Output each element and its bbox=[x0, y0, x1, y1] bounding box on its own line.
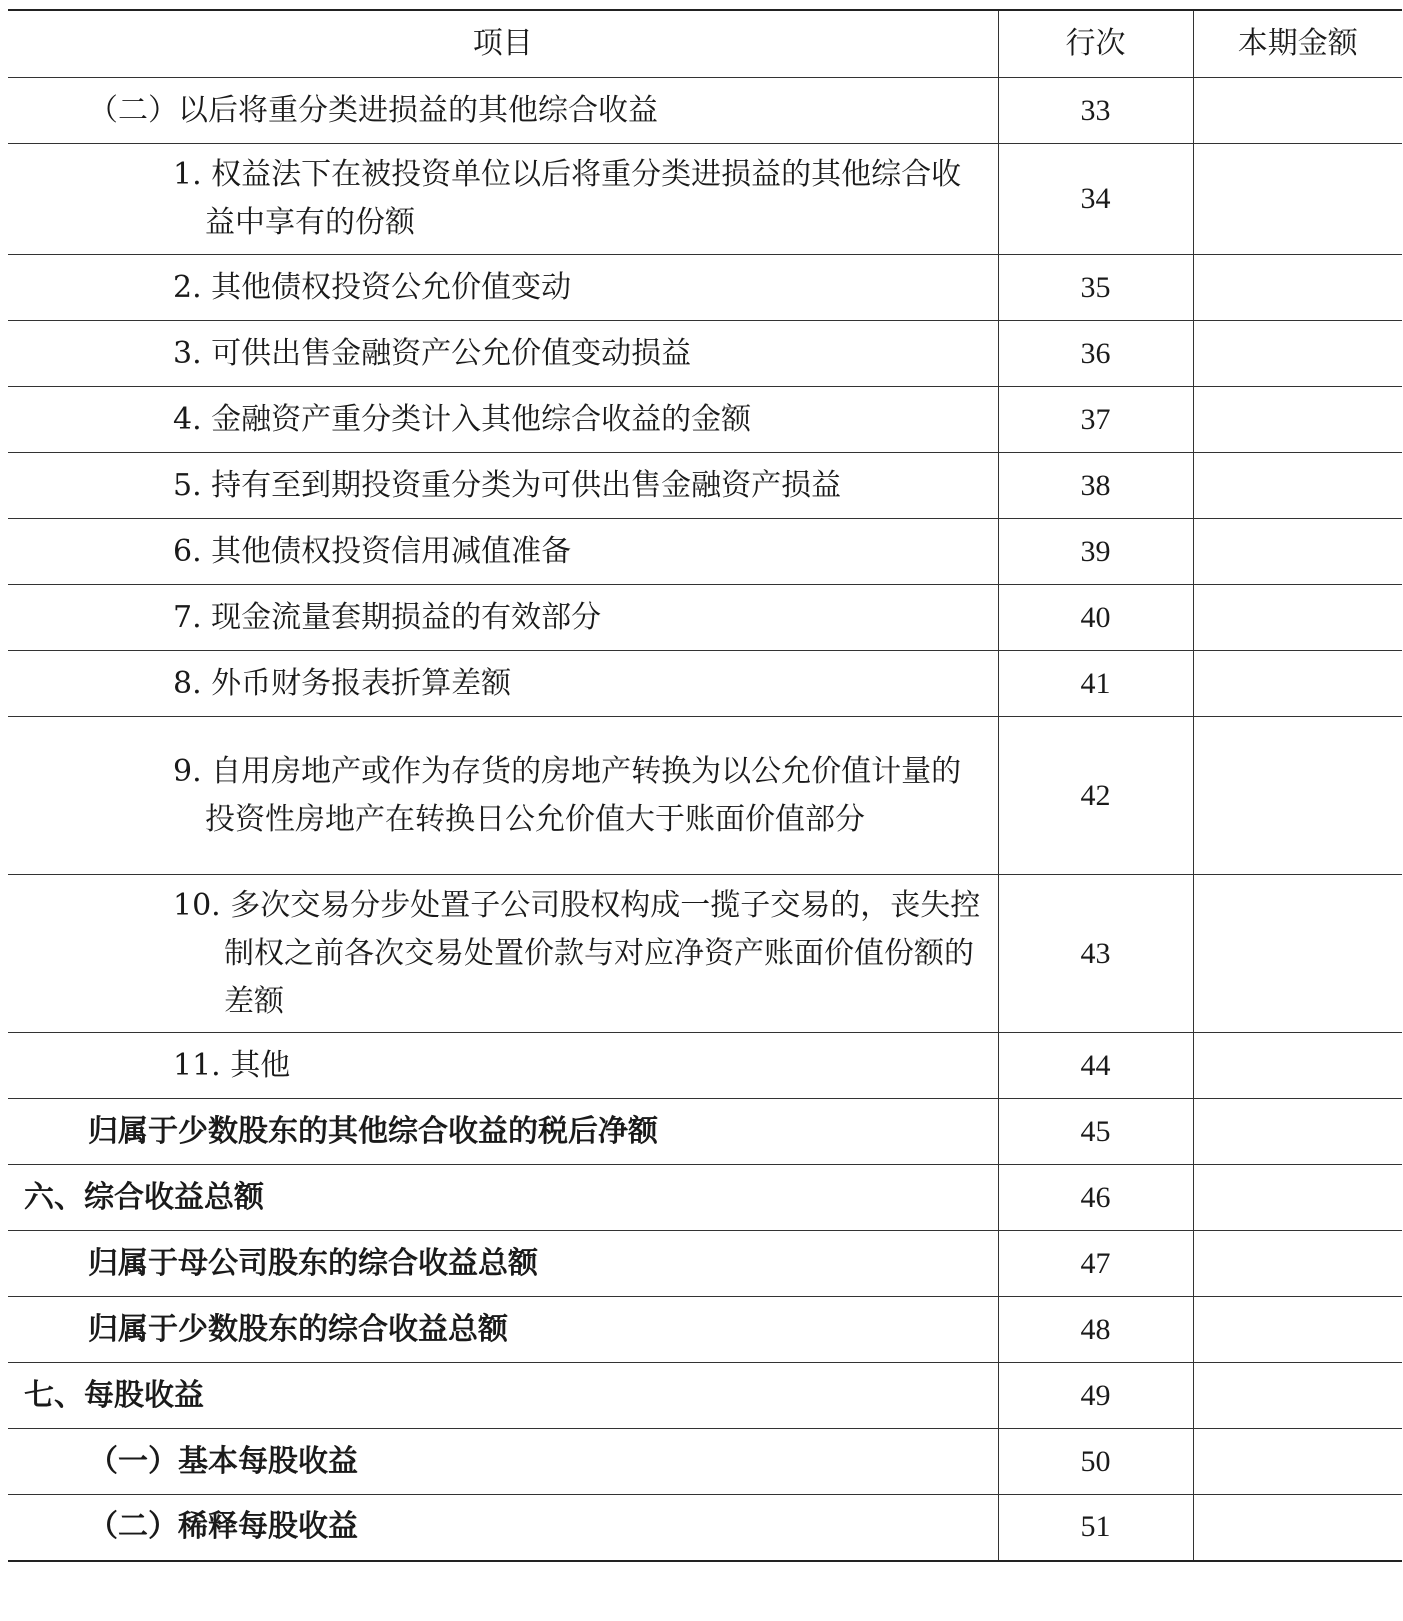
row-item: 六、综合收益总额 bbox=[24, 1179, 264, 1215]
table-row bbox=[8, 875, 1402, 1033]
row-line-no: 50 bbox=[998, 1429, 1193, 1495]
row-item: 七、每股收益 bbox=[24, 1377, 204, 1413]
row-item: （二）稀释每股收益 bbox=[88, 1509, 358, 1545]
row-amount bbox=[1193, 585, 1402, 651]
row-amount bbox=[1193, 717, 1402, 875]
row-item: 归属于少数股东的综合收益总额 bbox=[88, 1311, 508, 1347]
row-item: 5. 持有至到期投资重分类为可供出售金融资产损益 bbox=[173, 467, 842, 503]
row-line-no: 38 bbox=[998, 453, 1193, 519]
row-amount bbox=[1193, 453, 1402, 519]
row-amount bbox=[1193, 519, 1402, 585]
row-item: （二）以后将重分类进损益的其他综合收益 bbox=[88, 92, 658, 128]
row-item: 11. 其他 bbox=[173, 1047, 291, 1083]
row-amount bbox=[1193, 1495, 1402, 1561]
row-amount bbox=[1193, 1363, 1402, 1429]
row-line-no: 46 bbox=[998, 1165, 1193, 1231]
row-item: 归属于母公司股东的综合收益总额 bbox=[88, 1245, 538, 1281]
row-amount bbox=[1193, 1297, 1402, 1363]
row-line-no: 49 bbox=[998, 1363, 1193, 1429]
row-amount bbox=[1193, 1165, 1402, 1231]
table-row bbox=[8, 1231, 1402, 1297]
row-line-no: 34 bbox=[998, 144, 1193, 255]
row-item: 8. 外币财务报表折算差额 bbox=[173, 665, 512, 701]
row-amount bbox=[1193, 875, 1402, 1033]
row-item: 9. 自用房地产或作为存货的房地产转换为以公允价值计量的投资性房地产在转换日公允价值大于账面价值部分 bbox=[173, 753, 962, 837]
row-line-no: 39 bbox=[998, 519, 1193, 585]
table-row bbox=[8, 1429, 1402, 1495]
table-row bbox=[8, 1495, 1402, 1561]
table-row bbox=[8, 321, 1402, 387]
table-row bbox=[8, 1363, 1402, 1429]
table-row bbox=[8, 144, 1402, 255]
row-item: 1. 权益法下在被投资单位以后将重分类进损益的其他综合收益中享有的份额 bbox=[173, 157, 962, 240]
header-amount: 本期金额 bbox=[1193, 10, 1402, 78]
table-row bbox=[8, 453, 1402, 519]
table-row bbox=[8, 1033, 1402, 1099]
table-row bbox=[8, 717, 1402, 875]
row-amount bbox=[1193, 387, 1402, 453]
row-line-no: 48 bbox=[998, 1297, 1193, 1363]
table-row bbox=[8, 651, 1402, 717]
row-line-no: 51 bbox=[998, 1495, 1193, 1561]
row-amount bbox=[1193, 1429, 1402, 1495]
table-row bbox=[8, 1165, 1402, 1231]
row-line-no: 37 bbox=[998, 387, 1193, 453]
row-amount bbox=[1193, 255, 1402, 321]
row-amount bbox=[1193, 651, 1402, 717]
row-line-no: 35 bbox=[998, 255, 1193, 321]
table-row bbox=[8, 1099, 1402, 1165]
row-item: 归属于少数股东的其他综合收益的税后净额 bbox=[88, 1113, 658, 1149]
row-item: 4. 金融资产重分类计入其他综合收益的金额 bbox=[173, 401, 752, 437]
row-amount bbox=[1193, 78, 1402, 144]
row-item: 7. 现金流量套期损益的有效部分 bbox=[173, 599, 602, 635]
row-item: 2. 其他债权投资公允价值变动 bbox=[173, 269, 572, 305]
table-row bbox=[8, 387, 1402, 453]
row-amount bbox=[1193, 321, 1402, 387]
row-line-no: 42 bbox=[998, 717, 1193, 875]
row-item: （一）基本每股收益 bbox=[88, 1443, 358, 1479]
row-line-no: 43 bbox=[998, 875, 1193, 1033]
row-line-no: 47 bbox=[998, 1231, 1193, 1297]
header-item: 项目 bbox=[8, 10, 998, 78]
table-header-row bbox=[8, 10, 1402, 78]
income-statement-table bbox=[8, 9, 1402, 1562]
table-row bbox=[8, 255, 1402, 321]
table-row bbox=[8, 585, 1402, 651]
row-line-no: 45 bbox=[998, 1099, 1193, 1165]
row-line-no: 40 bbox=[998, 585, 1193, 651]
table-row bbox=[8, 78, 1402, 144]
header-line-no: 行次 bbox=[998, 10, 1193, 78]
row-item: 6. 其他债权投资信用减值准备 bbox=[173, 533, 572, 569]
row-amount bbox=[1193, 1099, 1402, 1165]
table-row bbox=[8, 1297, 1402, 1363]
row-line-no: 41 bbox=[998, 651, 1193, 717]
row-item: 10. 多次交易分步处置子公司股权构成一揽子交易的，丧失控制权之前各次交易处置价款与对应净资产账面价值份额的差额 bbox=[173, 887, 981, 1019]
row-item: 3. 可供出售金融资产公允价值变动损益 bbox=[173, 335, 692, 371]
row-amount bbox=[1193, 1033, 1402, 1099]
table-row bbox=[8, 519, 1402, 585]
row-line-no: 33 bbox=[998, 78, 1193, 144]
row-amount bbox=[1193, 1231, 1402, 1297]
row-line-no: 36 bbox=[998, 321, 1193, 387]
row-amount bbox=[1193, 144, 1402, 255]
row-line-no: 44 bbox=[998, 1033, 1193, 1099]
